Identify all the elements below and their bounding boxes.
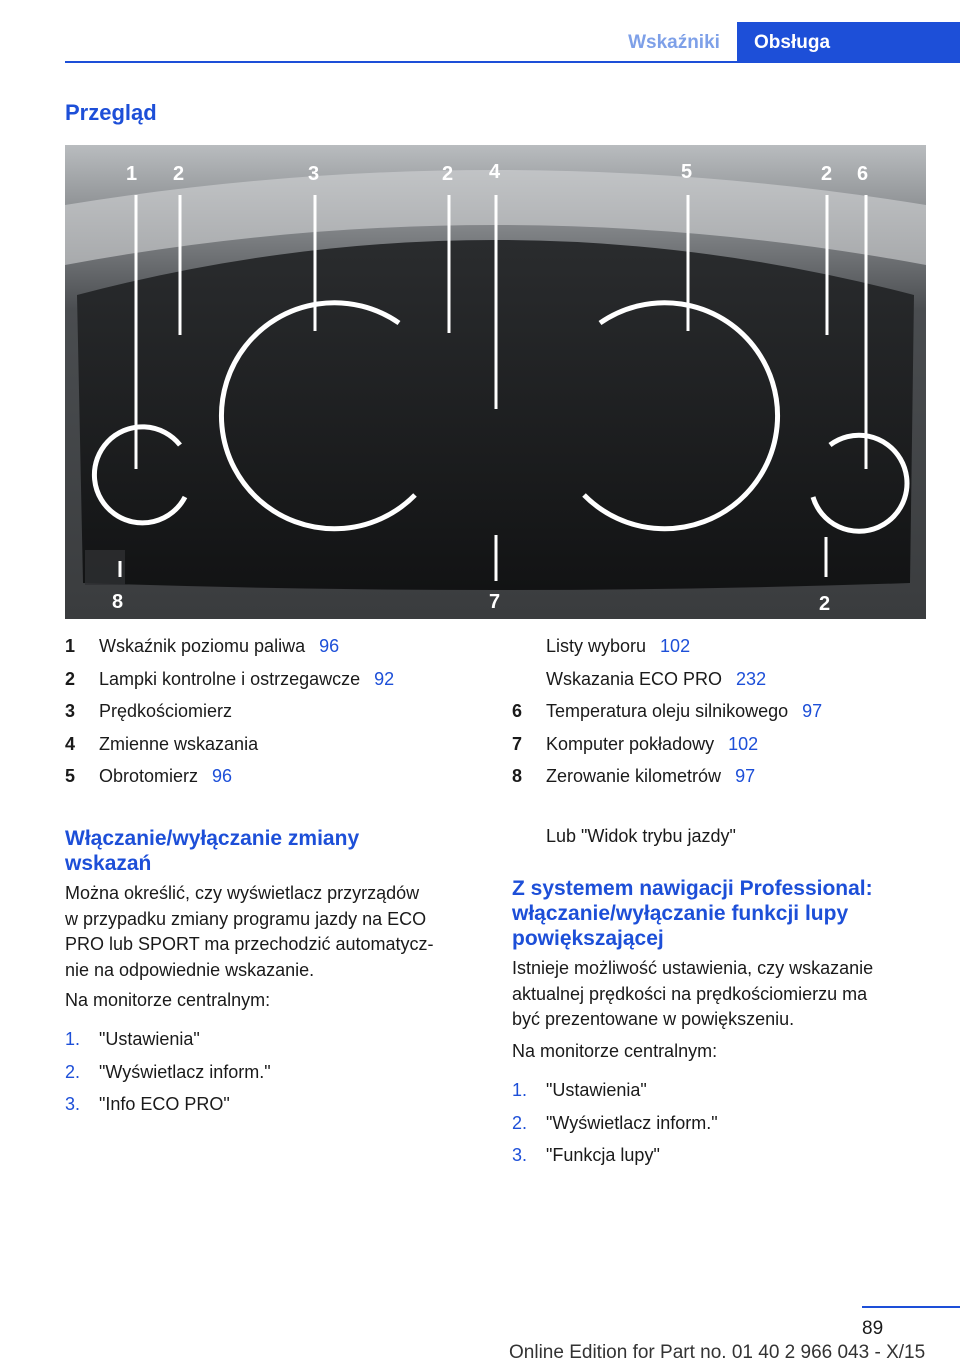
legend-item: 6 Temperatura oleju silnikowego 97 — [512, 701, 823, 721]
section2-lead: Na monitorze centralnym: — [512, 1041, 718, 1061]
page-number: 89 — [862, 1318, 884, 1339]
callout-1-top: 1 — [126, 163, 138, 185]
legend-item: Wskazania ECO PRO 232 — [546, 668, 767, 689]
page-ref-link[interactable]: 92 — [374, 668, 395, 689]
callout-2-top-a: 2 — [173, 163, 185, 185]
page-ref-link[interactable]: 97 — [735, 766, 756, 786]
instrument-cluster-figure — [65, 145, 926, 619]
legend-item: Listy wyboru 102 — [546, 636, 691, 656]
section1-steps — [65, 1023, 485, 1121]
section2-paragraph: Istnieje możliwość ustawienia, czy wskazanie aktualnej prędkości na prędkościomierzu ma być prezentowane w powiększeniu. — [512, 958, 874, 1029]
step-item: 1. "Ustawienia" — [512, 1080, 647, 1100]
callout-4-top: 4 — [489, 161, 501, 183]
step-item: 3. "Info ECO PRO" — [65, 1094, 230, 1114]
legend-item: 2 Lampki kontrolne i ostrzegawcze 92 — [65, 668, 395, 689]
footer-edition: Online Edition for Part no. 01 40 2 966 043 - X/15 — [509, 1342, 926, 1363]
page-ref-link[interactable]: 102 — [660, 636, 691, 656]
callout-2-top-c: 2 — [821, 163, 833, 185]
section2-steps — [512, 1074, 932, 1172]
callout-2-bottom: 2 — [819, 593, 831, 615]
section1-paragraph: Można określić, czy wyświetlacz przyrządów w przypadku zmiany programu jazdy na ECO PRO lub SPORT ma przechodzić automatycz‐ nie na odpowiednie wskazanie. — [65, 883, 434, 980]
section1-lead: Na monitorze centralnym: — [65, 990, 271, 1010]
legend-item: 1 Wskaźnik poziomu paliwa 96 — [65, 636, 340, 656]
legend-item: 4 Zmienne wskazania — [65, 733, 259, 754]
legend-left — [65, 630, 485, 793]
legend-item: 8 Zerowanie kilometrów 97 — [512, 766, 756, 786]
callout-3-top: 3 — [308, 163, 320, 185]
section-heading-magnifier: Z systemem nawigacji Professional: włączanie/wyłączanie funkcji lupy powiększającej — [512, 877, 873, 950]
header-rule — [65, 61, 960, 63]
callout-2-top-b: 2 — [442, 163, 454, 185]
step-item: 1. "Ustawienia" — [65, 1029, 200, 1049]
page-ref-link[interactable]: 102 — [728, 733, 759, 754]
step-item: 2. "Wyświetlacz inform." — [65, 1061, 271, 1082]
callout-7-bottom: 7 — [489, 591, 501, 613]
legend-right — [512, 630, 932, 793]
page-ref-link[interactable]: 97 — [802, 701, 823, 721]
step-item: 2. "Wyświetlacz inform." — [512, 1112, 718, 1133]
legend-item: 3 Prędkościomierz — [65, 701, 233, 721]
tab-obsluga[interactable]: Obsługa — [737, 22, 960, 61]
footer-rule — [862, 1306, 960, 1308]
legend-item: 5 Obrotomierz 96 — [65, 766, 233, 786]
legend-item: 7 Komputer pokładowy 102 — [512, 733, 759, 754]
section1-continuation: Lub "Widok trybu jazdy" — [546, 826, 736, 846]
page-title: Przegląd — [65, 100, 157, 125]
tab-wskazniki[interactable]: Wskaźniki — [628, 32, 720, 53]
page-ref-link[interactable]: 96 — [212, 766, 233, 786]
step-item: 3. "Funkcja lupy" — [512, 1145, 660, 1165]
page-ref-link[interactable]: 232 — [736, 668, 767, 689]
callout-5-top: 5 — [681, 161, 693, 183]
section-heading-display-switch: Włączanie/wyłączanie zmiany wskazań — [65, 827, 360, 875]
callout-8-bottom: 8 — [112, 591, 124, 613]
callout-6-top: 6 — [857, 163, 869, 185]
page-ref-link[interactable]: 96 — [319, 636, 340, 656]
